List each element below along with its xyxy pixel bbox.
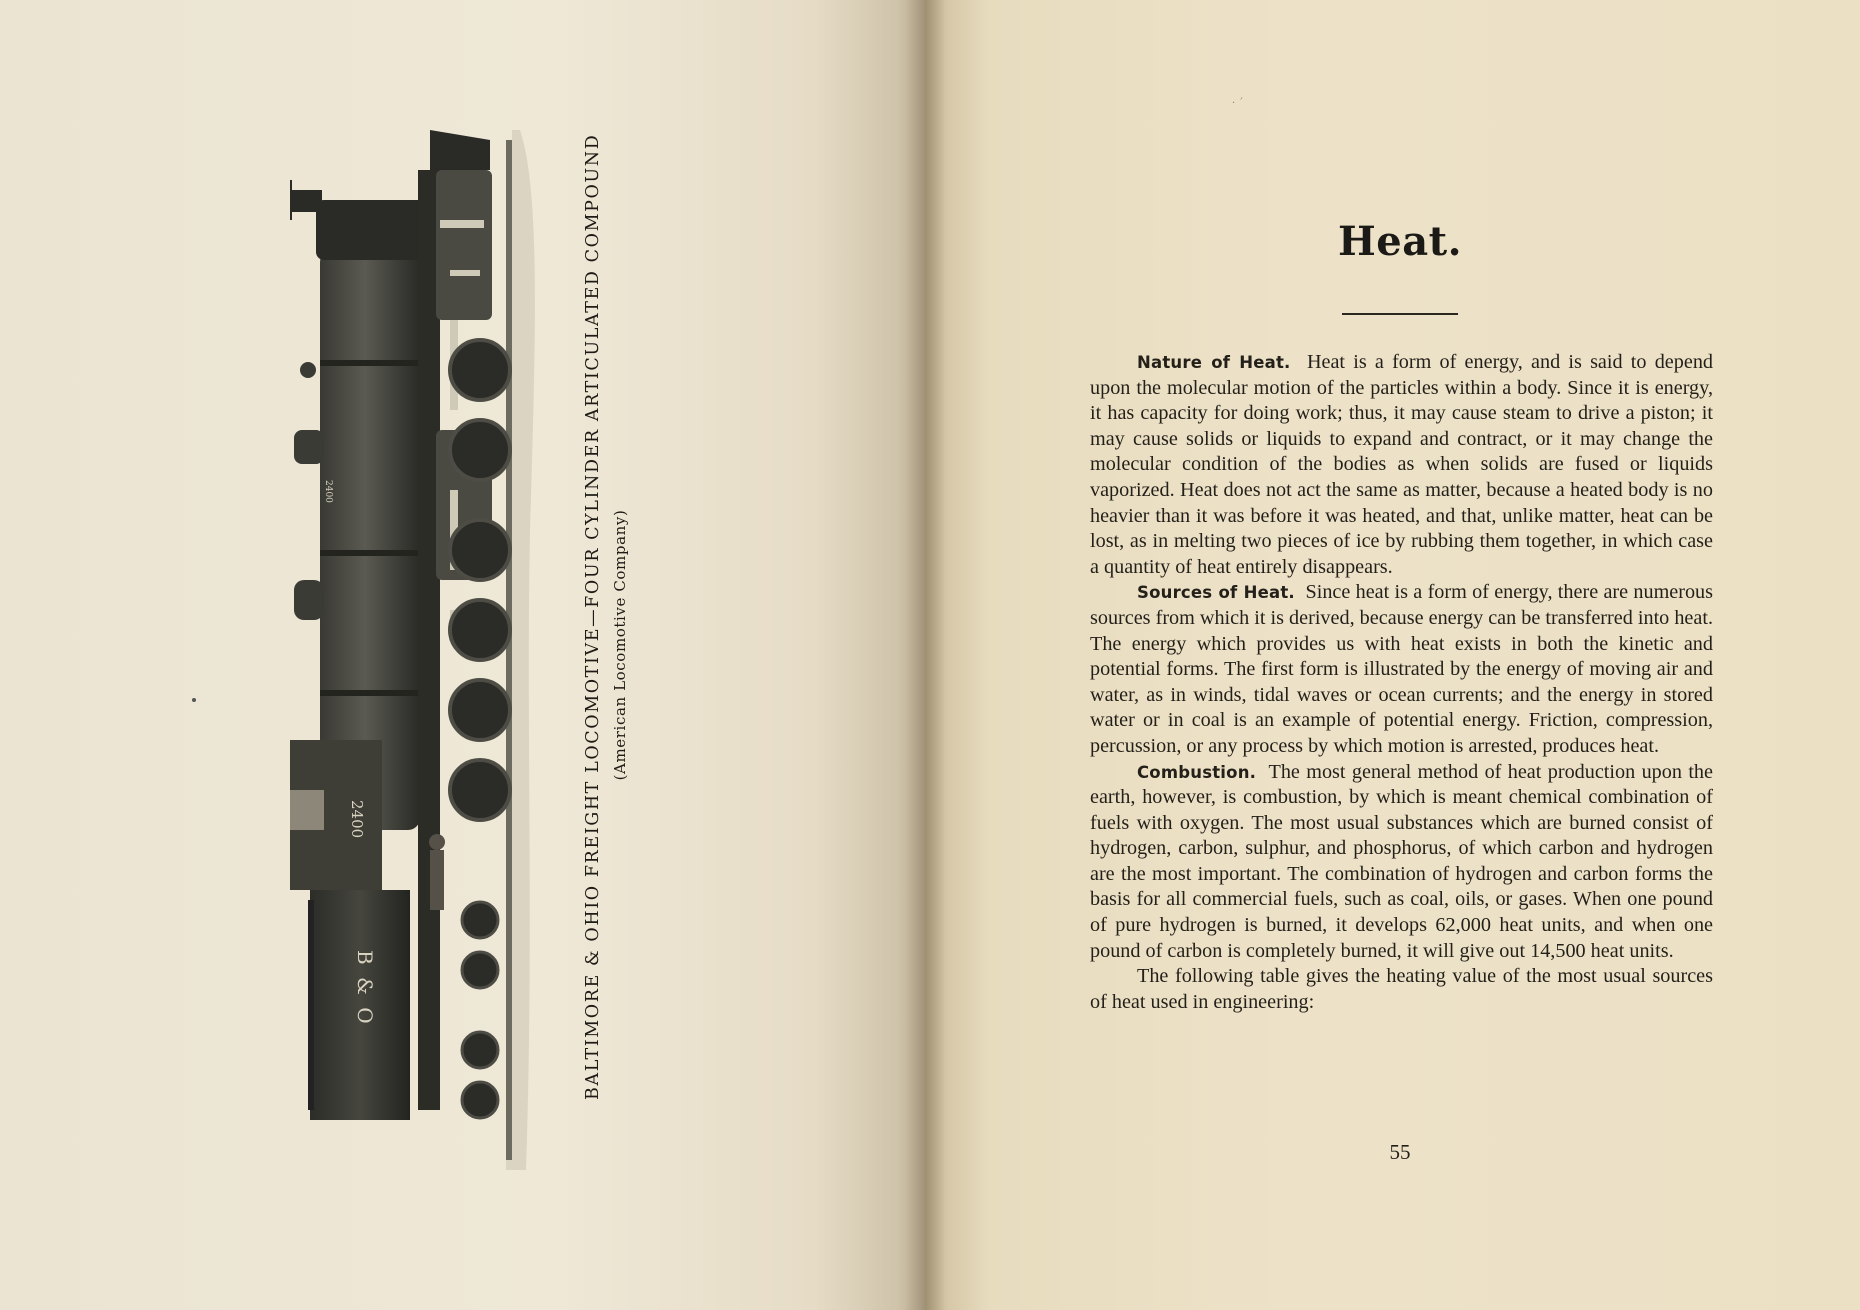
paragraph-text: The following table gives the heating value of the most usual sources of heat used in engineering: xyxy=(1090,965,1713,1013)
caption-block xyxy=(579,133,633,1100)
page-number: 55 xyxy=(1389,1140,1411,1164)
locomotive-drawing xyxy=(290,130,550,1170)
body-text xyxy=(1090,350,1713,1015)
paragraph-text: Heat is a form of energy, and is said to depend upon the molecular motion of the particles within a body. Since it is energy, it has capacity for doing work; thus, it may cause steam to drive a piston; it may cause solids or liquids to expand and contract, or it may change the molecular condition of the bodies as when solids are fused or liquids vaporized. Heat does not act the same as matter, because a heated body is no heavier than it was before it was heated, and that, unlike matter, heat can be lost, as in melting two pieces of ice by rubbing them together, in which case a quantity of heat entirely disappears. xyxy=(1090,351,1714,578)
gutter-shadow xyxy=(905,0,945,1310)
ink-speck xyxy=(192,698,196,702)
front-number: 2400 xyxy=(323,480,333,503)
page-marks: · ´ xyxy=(1232,98,1244,109)
paragraph-nature-of-heat xyxy=(1090,350,1713,580)
chapter-title: Heat. xyxy=(1337,218,1463,265)
paragraph-combustion xyxy=(1090,760,1713,965)
left-page xyxy=(0,0,925,1310)
caption-title: BALTIMORE & OHIO FREIGHT LOCOMOTIVE—FOUR CYLINDER ARTICULATED COMPOUND xyxy=(583,133,603,1100)
plate-caption xyxy=(566,133,646,1100)
cab-number: 2400 xyxy=(348,800,366,839)
caption-credit: (American Locomotive Company) xyxy=(611,509,629,781)
paragraph-heading: Sources of Heat. xyxy=(1137,583,1295,603)
title-rule xyxy=(1342,313,1458,315)
paragraph-text: The most general method of heat production upon the earth, however, is combustion, by which is meant chemical combination of fuels with oxygen. The most usual substances which are burned consist of hydrogen, carbon, sulphur, and phosphorus, of which carbon and hydrogen are the most important. The combination of hydrogen and carbon forms the basis for all commercial fuels, such as coal, oils, or gases. When one pound of pure hydrogen is burned, it develops 62,000 heat units, and when one pound of carbon is completely burned, it will give out 14,500 heat units. xyxy=(1090,760,1713,962)
tender-lettering: B & O xyxy=(353,950,377,1027)
paragraph-heading: Nature of Heat. xyxy=(1137,353,1291,372)
paragraph-table-intro xyxy=(1090,964,1713,1015)
paragraph-text: Since heat is a form of energy, there are numerous sources from which it is derived, because energy can be transferred into heat. The energy which provides us with heat exists in both the kinetic and potential forms. The first form is illustrated by the energy of moving air and water, as in winds, tidal waves or ocean currents; and the energy in stored water or in coal is an example of potential energy. Friction, compression, percussion, or any process by which motion is arrested, produces heat. xyxy=(1090,581,1714,757)
locomotive-illustration xyxy=(290,130,550,1170)
paragraph-heading: Combustion. xyxy=(1137,762,1257,782)
paragraph-sources-of-heat xyxy=(1090,580,1713,759)
